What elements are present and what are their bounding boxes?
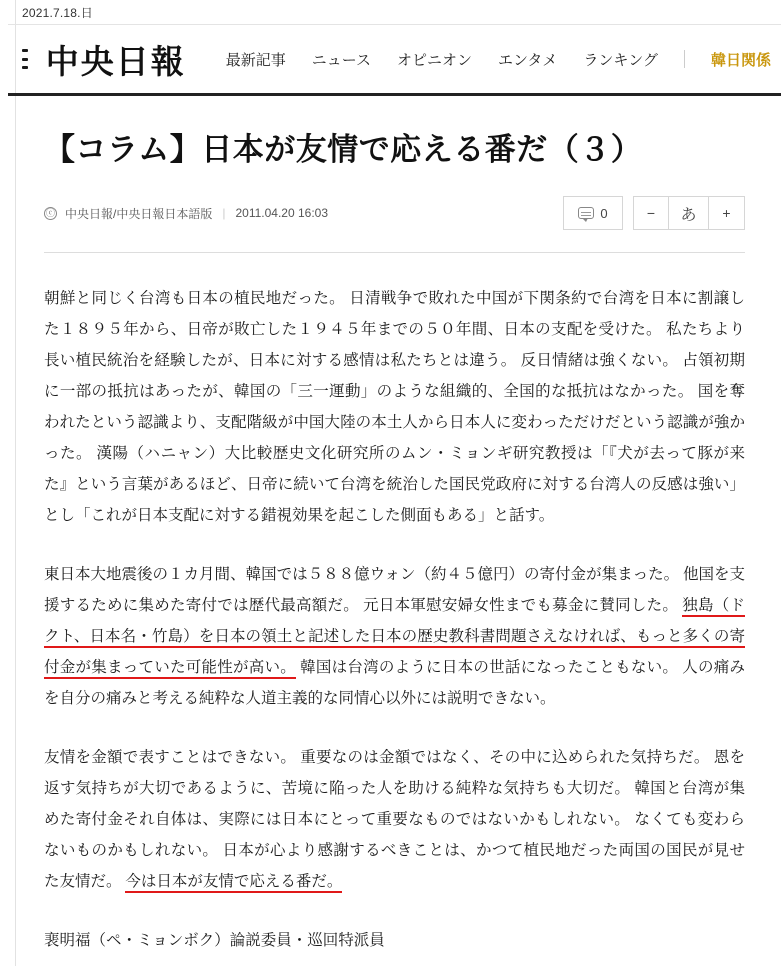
- article-author: 裵明福（ペ・ミョンボク）論説委員・巡回特派員: [44, 932, 385, 950]
- font-increase-button[interactable]: +: [709, 196, 745, 230]
- article-body: [44, 283, 745, 956]
- hamburger-bar: [22, 49, 28, 52]
- nav-item-korea-japan-relations[interactable]: 韓日関係: [710, 51, 771, 69]
- paragraph-text: 朝鮮と同じく台湾も日本の植民地だった。 日清戦争で敗れた中国が下関条約で台湾を日本に割譲した１８９５年から、日帝が敗亡した１９４５年までの５０年間、日本の支配を受けた。 私たちより長い植民統治を経験したが、日本に対する感情は私たちとは違う。 反日情緒は強くない。 占領初期に一部の抵抗はあったが、韓国の「三一運動」のような組織的、全国的な抵抗はなかった。 国を奪われたという認識より、支配階級が中国大陸の本土人から日本人に変わっただけだという認識が強かった。 漢陽（ハニャン）大比較歴史文化研究所のムン・ミョンギ研究教授は「『犬が去って豚が来た』という言葉があるほど、日帝に続いて台湾を統治した国民党政府に対する台湾人の反感は強い」とし「これが日本支配に対する錯視効果を起こした側面もある」と話す。: [44, 290, 745, 525]
- byline-separator: |: [222, 206, 226, 221]
- speech-bubble-icon: [578, 207, 594, 219]
- font-size-controls: [633, 196, 745, 230]
- article-source: 中央日報/中央日報日本語版: [65, 206, 213, 221]
- article-paragraph: [44, 283, 745, 531]
- article-datetime: 2011.04.20 16:03: [235, 206, 328, 221]
- article-paragraph: [44, 559, 745, 714]
- main-nav: [226, 49, 771, 70]
- nav-item-ranking[interactable]: ランキング: [583, 51, 658, 69]
- page-title: 【コラム】日本が友情で応える番だ（３）: [44, 132, 643, 167]
- nav-item-entertainment[interactable]: エンタメ: [498, 51, 558, 69]
- article-content: [8, 130, 781, 956]
- paragraph-text: 友情を金額で表すことはできない。 重要なのは金額ではなく、その中に込められた気持ちだ。 恩を返す気持ちが大切であるように、苦境に陥った人を助ける純粋な気持ちも大切だ。 韓国と台湾が集めた寄付金それ自体は、実際には日本にとって重要なものではないかもしれない。 なくても変わらないものかもしれない。 日本が心より感謝するべきことは、かつて植民地だった両国の国民が見せた友情だ。: [44, 749, 745, 891]
- byline-row: [44, 196, 745, 253]
- comment-button[interactable]: [563, 196, 623, 230]
- font-decrease-button[interactable]: −: [633, 196, 669, 230]
- site-header: [8, 24, 781, 96]
- nav-item-latest[interactable]: 最新記事: [225, 51, 286, 69]
- nav-divider: [684, 50, 685, 68]
- paragraph-text: 東日本大地震後の１カ月間、韓国では５８８億ウォン（約４５億円）の寄付金が集まった。 他国を支援するために集めた寄付では歴代最高額だ。 元日本軍慰安婦女性までも募金に賛同した。: [44, 566, 745, 615]
- nav-item-news[interactable]: ニュース: [311, 51, 371, 69]
- byline: [44, 205, 328, 222]
- article-paragraph: [44, 742, 745, 897]
- copyright-icon: ⓒ: [45, 207, 55, 218]
- paragraph-text: 韓国は台湾のように日本の世話になったこともない。 人の痛みを自分の痛みと考える純粋な人道主義的な同情心以外には説明できない。: [44, 659, 745, 708]
- font-sample-label[interactable]: あ: [669, 196, 709, 230]
- article-tools: [563, 196, 745, 230]
- site-logo[interactable]: 中央日報: [45, 44, 186, 81]
- paragraph-text-underlined: 今は日本が友情で応える番だ。: [125, 873, 342, 893]
- nav-item-opinion[interactable]: オピニオン: [397, 51, 473, 69]
- paragraph-text-underlined: 独島（ドクト、日本名・竹島）を日本の領土と記述した日本の歴史教科書問題さえなければ、もっと多くの寄付金が集まっていた可能性が高い。: [44, 597, 745, 679]
- hamburger-bar: [22, 66, 28, 69]
- hamburger-bar: [22, 58, 28, 61]
- left-gutter: [8, 0, 16, 966]
- date-bar: 2021.7.18.日: [22, 6, 93, 20]
- hamburger-icon[interactable]: [22, 49, 28, 69]
- comment-count: 0: [600, 205, 608, 221]
